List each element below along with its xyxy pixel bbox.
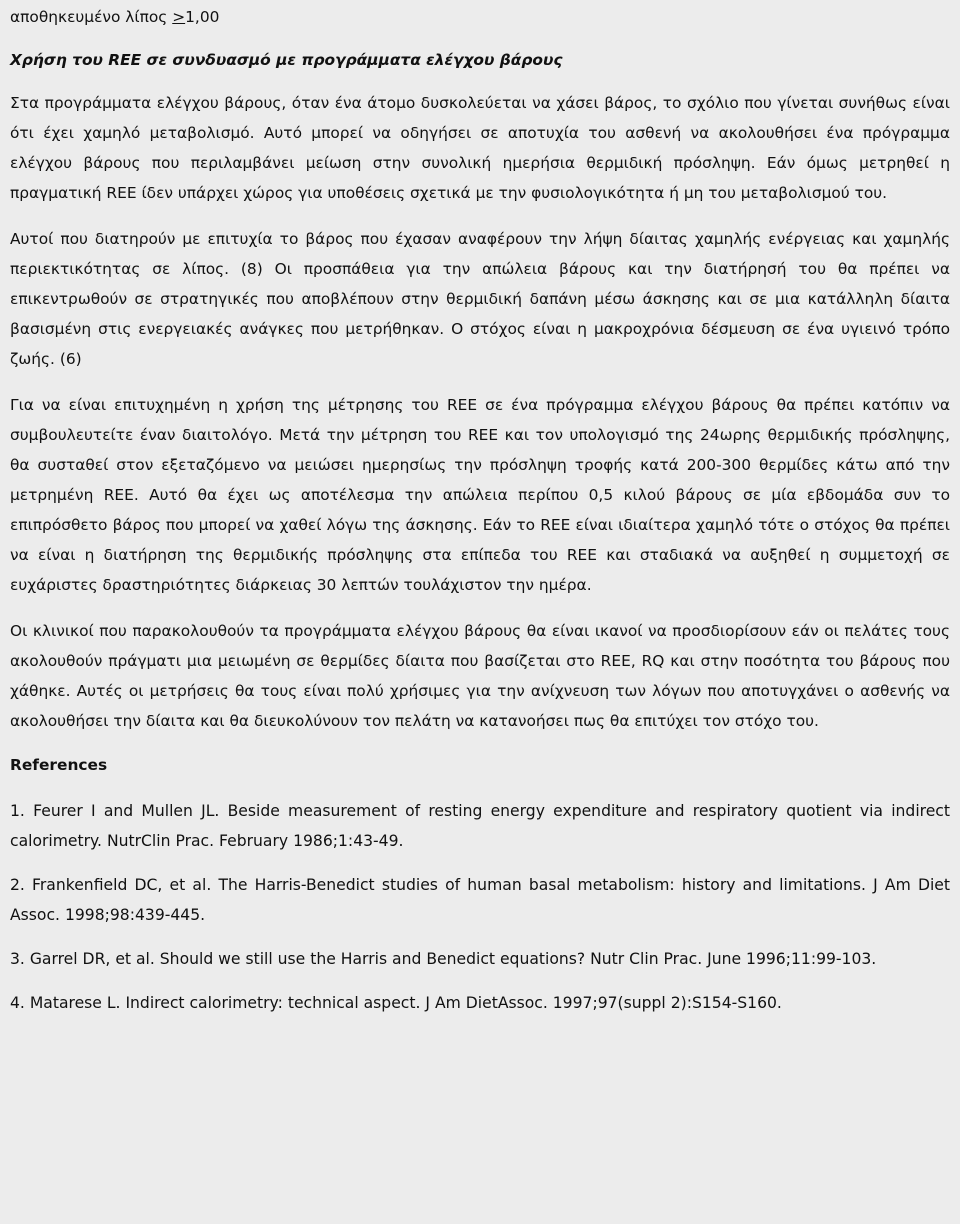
reference-item-1: 1. Feurer I and Mullen JL. Beside measurement of resting energy expenditure and respiratory quotient via indirect calorimetry. NutrClin Prac. February 1986;1:43-49. bbox=[10, 802, 950, 850]
fat-ratio-value: 1,00 bbox=[185, 8, 220, 26]
section-heading: Χρήση του REE σε συνδυασμό με προγράμματα ελέγχου βάρους bbox=[10, 51, 563, 69]
paragraph-4: Οι κλινικοί που παρακολουθούν τα προγράμματα ελέγχου βάρους θα είναι ικανοί να προσδιορίσουν εάν οι πελάτες τους ακολουθούν πράγματι μια μειωμένη σε θερμίδες δίαιτα που βασίζεται στο REE, RQ και στην ποσότητα του βάρους που χάθηκε. Αυτές οι μετρήσεις θα τους είναι πολύ χρήσιμες για την ανίχνευση των λόγων που αποτυγχάνει ο ασθενής να ακολουθήσει την δίαιτα και θα διευκολύνουν τον πελάτη να κατανοήσει πως θα επιτύχει τον στόχο του. bbox=[10, 622, 950, 730]
fat-ratio-prefix: αποθηκευμένο λίπος bbox=[10, 8, 173, 26]
paragraph-1: Στα προγράμματα ελέγχου βάρους, όταν ένα άτομο δυσκολεύεται να χάσει βάρος, το σχόλιο που γίνεται συνήθως είναι ότι έχει χαμηλό μεταβολισμό. Αυτό μπορεί να οδηγήσει σε αποτυχία του ασθενή να ακολουθήσει ένα πρόγραμμα ελέγχου βάρους που περιλαμβάνει μείωση στην συνολική ημερήσια θερμιδική πρόσληψη. Εάν όμως μετρηθεί η πραγματική REE ίδεν υπάρχει χώρος για υποθέσεις σχετικά με την φυσιολογικότητα ή μη του μεταβολισμού του. bbox=[10, 94, 950, 202]
references-heading: References bbox=[10, 756, 108, 774]
reference-item-3: 3. Garrel DR, et al. Should we still use the Harris and Benedict equations? Nutr Clin Prac. June 1996;11:99-103. bbox=[10, 950, 877, 968]
reference-item-2: 2. Frankenfield DC, et al. The Harris-Benedict studies of human basal metabolism: history and limitations. J Am Diet Assoc. 1998;98:439-445. bbox=[10, 876, 950, 924]
paragraph-3: Για να είναι επιτυχημένη η χρήση της μέτρησης του REE σε ένα πρόγραμμα ελέγχου βάρους θα πρέπει κατόπιν να συμβουλευτείτε έναν διαιτολόγο. Μετά την μέτρηση του REE και τον υπολογισμό της 24ωρης θερμιδικής πρόσληψης, θα συσταθεί στον εξεταζόμενο να μειώσει ημερησίως την πρόσληψη τροφής κατά 200-300 θερμίδες κάτω από την μετρημένη REE. Αυτό θα έχει ως αποτέλεσμα την απώλεια περίπου 0,5 κιλού βάρους σε μία εβδομάδα συν το επιπρόσθετο βάρος που μπορεί να χαθεί λόγω της άσκησης. Εάν το REE είναι ιδιαίτερα χαμηλό τότε ο στόχος θα πρέπει να είναι η διατήρηση της θερμιδικής πρόσληψης στα επίπεδα του REE και σταδιακά να αυξηθεί η συμμετοχή σε ευχάριστες δραστηριότητες διάρκειας 30 λεπτών τουλάχιστον την ημέρα. bbox=[10, 396, 951, 594]
greater-equal-symbol: > bbox=[172, 8, 186, 26]
fat-ratio-line bbox=[10, 2, 950, 32]
paragraph-2: Αυτοί που διατηρούν με επιτυχία το βάρος που έχασαν αναφέρουν την λήψη δίαιτας χαμηλής ενέργειας και χαμηλής περιεκτικότητας σε λίπος. (8) Οι προσπάθεια για την απώλεια βάρους και την διατήρησή του θα πρέπει να επικεντρωθούν σε στρατηγικές που αποβλέπουν στην θερμιδική δαπάνη μέσω άσκησης και σε μια κατάλληλη δίαιτα βασισμένη στις ενεργειακές ανάγκες που μετρήθηκαν. Ο στόχος είναι η μακροχρόνια δέσμευση σε ένα υγιεινό τρόπο ζωής. (6) bbox=[10, 230, 950, 368]
reference-item-4: 4. Matarese L. Indirect calorimetry: technical aspect. J Am DietAssoc. 1997;97(suppl 2):S154-S160. bbox=[10, 994, 782, 1012]
